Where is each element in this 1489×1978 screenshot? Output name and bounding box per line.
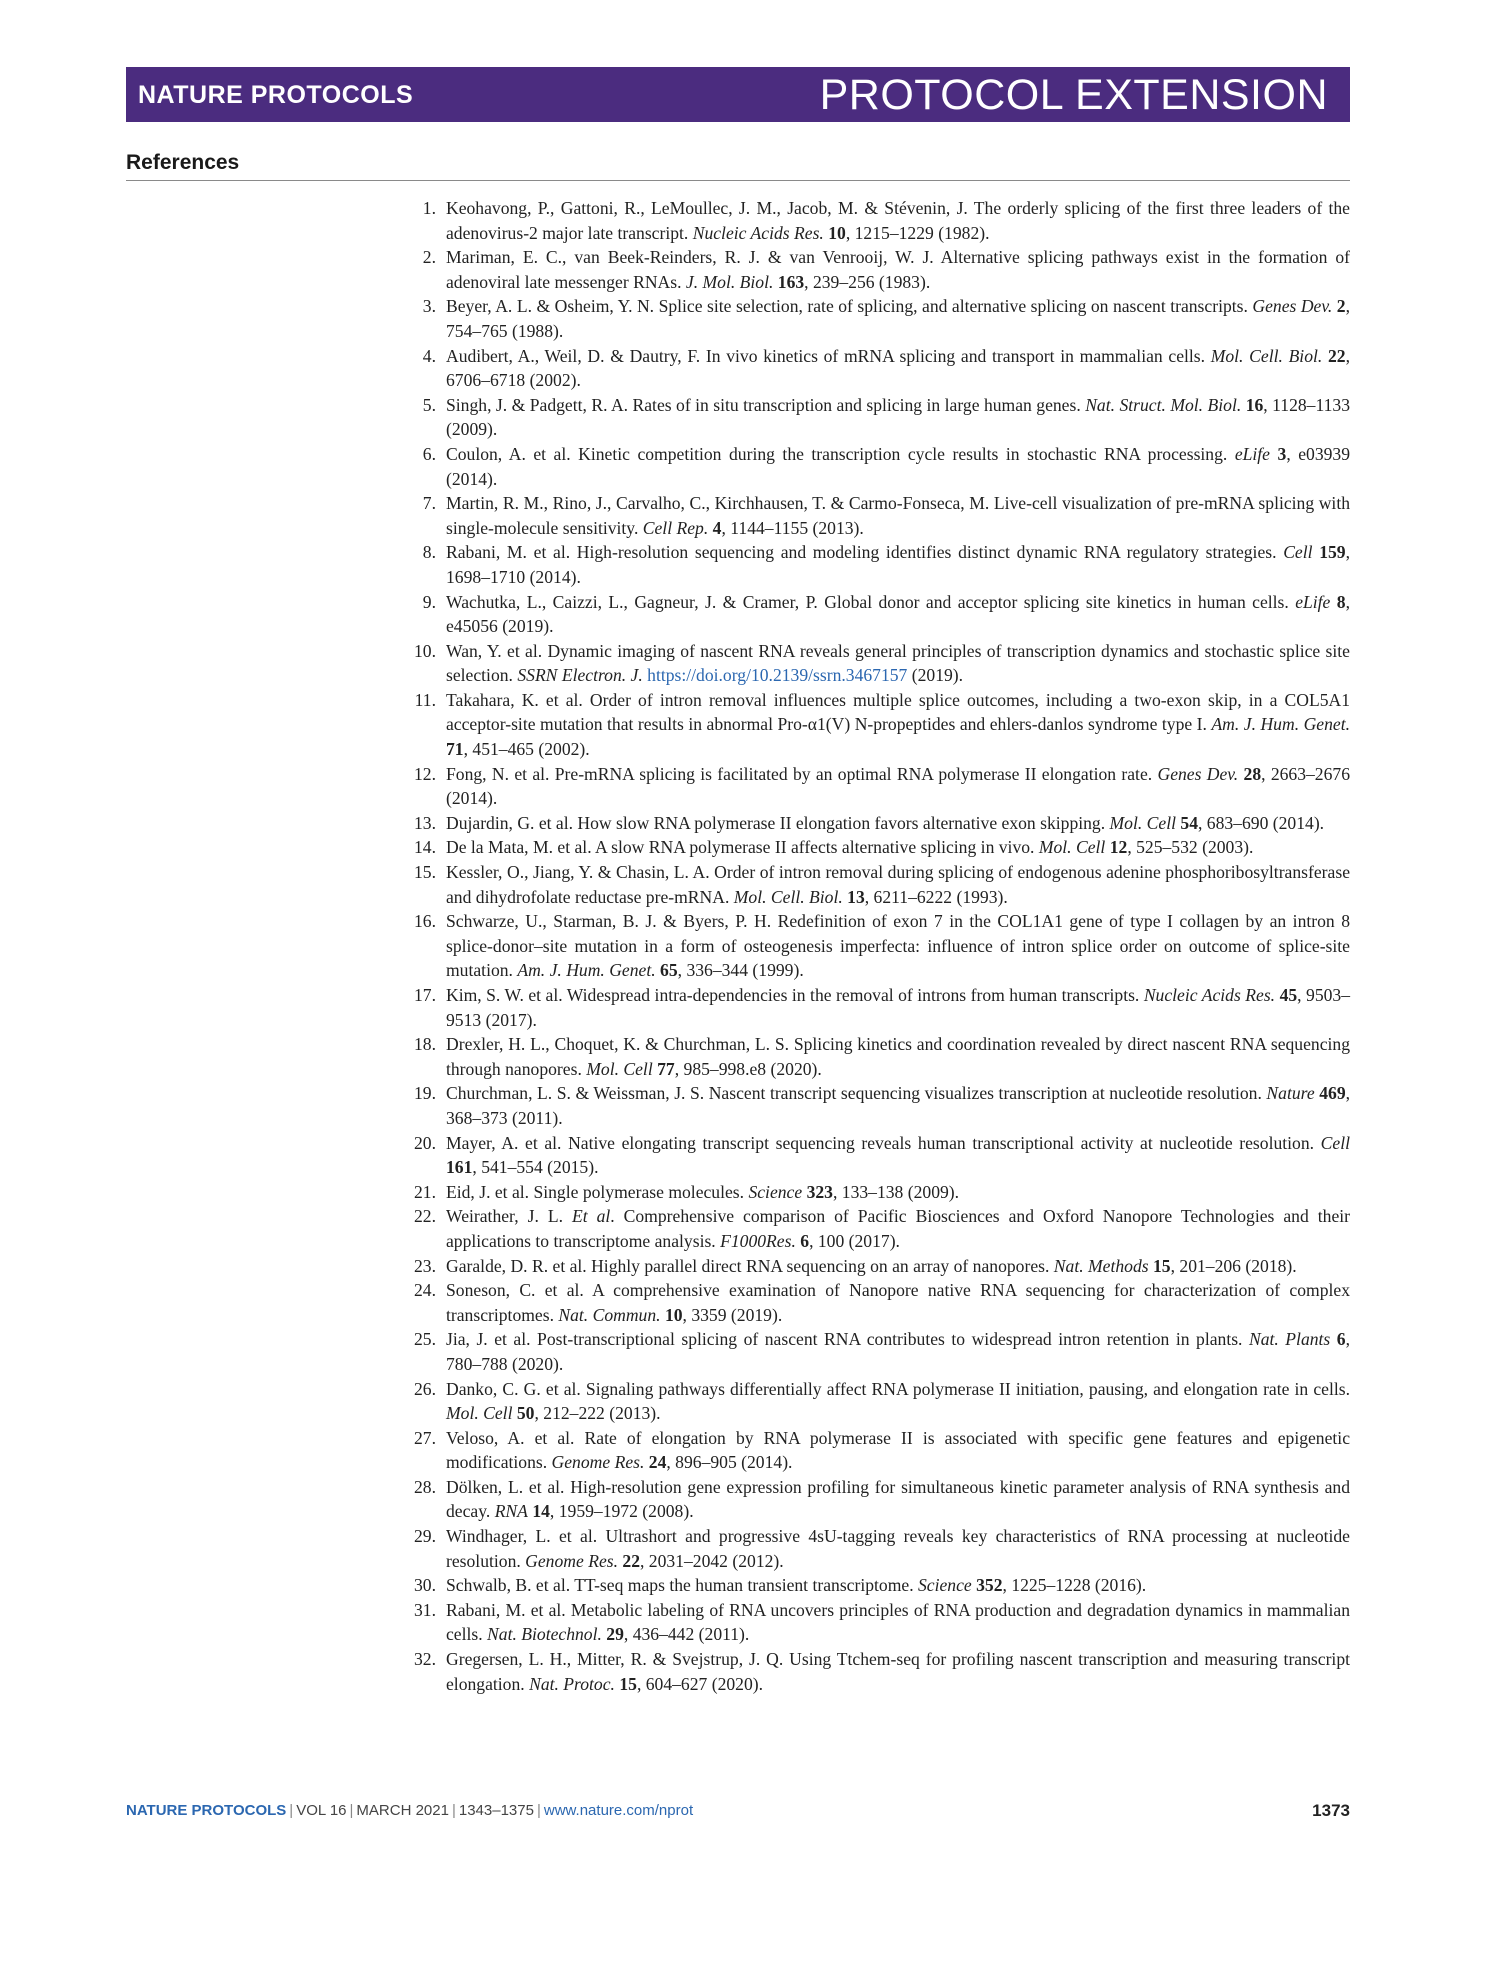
reference-text [446, 1278, 1350, 1327]
reference-fragment: , 1144–1155 (2013). [721, 517, 864, 538]
reference-volume: 13 [847, 886, 865, 907]
reference-fragment: . Comprehensive comparison of Pacific Biosciences and Oxford Nanopore Technologies and their applications to transcriptome analysis. [446, 1206, 1350, 1251]
reference-fragment: Wan, Y. et al. Dynamic imaging of nascent RNA reveals general principles of transcription dynamics and stochastic splice site selection. [446, 640, 1350, 686]
reference-fragment: Kim, S. W. et al. Widespread intra-dependencies in the removal of introns from human transcripts. [446, 985, 1144, 1005]
reference-fragment: , 541–554 (2015). [472, 1157, 599, 1178]
reference-number: 23. [414, 1255, 436, 1276]
reference-journal: Nature [1266, 1083, 1315, 1104]
reference-volume: 4 [712, 517, 722, 538]
reference-volume: 22 [622, 1550, 640, 1571]
reference-fragment: Wachutka, L., Caizzi, L., Gagneur, J. & Cramer, P. Global donor and acceptor splicing site kinetics in human cells. [446, 591, 1296, 612]
reference-number: 12. [414, 763, 436, 784]
reference-journal: F1000Res. [720, 1230, 796, 1251]
reference-fragment: , 100 (2017). [809, 1230, 900, 1251]
reference-volume: 469 [1319, 1083, 1346, 1104]
reference-journal: Am. J. Hum. Genet. [1211, 714, 1350, 735]
reference-fragment: , 985–998.e8 (2020). [674, 1058, 822, 1079]
reference-item [394, 245, 1350, 294]
reference-journal: Science [918, 1575, 972, 1596]
page-number: 1373 [1312, 1801, 1350, 1820]
reference-item [394, 835, 1350, 860]
reference-item [394, 983, 1350, 1032]
reference-journal: J. Mol. Biol. [685, 271, 774, 292]
reference-fragment: , 6211–6222 (1993). [864, 886, 1008, 907]
reference-item [394, 1426, 1350, 1475]
reference-text [446, 442, 1350, 491]
reference-fragment: , 212–222 (2013). [534, 1403, 661, 1424]
reference-volume: 323 [806, 1181, 833, 1202]
reference-journal: Et al [571, 1206, 611, 1227]
reference-fragment: Mayer, A. et al. Native elongating transcript sequencing reveals human transcriptional activity at nucleotide resolution. [446, 1132, 1321, 1153]
reference-item [394, 1377, 1350, 1426]
reference-volume: 45 [1279, 985, 1298, 1005]
reference-fragment: , 3359 (2019). [682, 1304, 783, 1325]
reference-journal: RNA [494, 1501, 528, 1522]
reference-fragment: , 896–905 (2014). [666, 1452, 793, 1473]
reference-number: 6. [422, 443, 436, 464]
reference-text [446, 1377, 1350, 1426]
reference-journal: Mol. Cell [586, 1058, 653, 1079]
reference-number: 17. [414, 985, 436, 1005]
reference-text [446, 1204, 1350, 1253]
reference-fragment: , 1959–1972 (2008). [549, 1501, 694, 1522]
footer-url-link[interactable]: www.nature.com/nprot [543, 1802, 694, 1819]
reference-number: 22. [414, 1206, 436, 1227]
reference-fragment: Danko, C. G. et al. Signaling pathways differentially affect RNA polymerase II initiation, pausing, and elongation rate in cells. [446, 1378, 1350, 1399]
reference-fragment: , 683–690 (2014). [1198, 812, 1325, 833]
reference-fragment: , 6706–6718 (2002). [446, 345, 1350, 391]
reference-fragment: , e45056 (2019). [446, 591, 1350, 637]
reference-volume: 14 [532, 1501, 550, 1522]
reference-text [446, 1131, 1350, 1180]
reference-fragment: , 2663–2676 (2014). [446, 763, 1350, 809]
reference-number: 13. [414, 812, 436, 833]
reference-fragment: Dujardin, G. et al. How slow RNA polymerase II elongation favors alternative exon skipping. [446, 812, 1110, 833]
reference-number: 15. [414, 862, 436, 883]
reference-volume: 15 [619, 1673, 637, 1694]
reference-number: 16. [414, 911, 436, 932]
reference-volume: 71 [446, 739, 464, 760]
footer-date: MARCH 2021 [356, 1802, 449, 1819]
reference-fragment: , 754–765 (1988). [446, 296, 1350, 341]
reference-volume: 50 [516, 1403, 535, 1424]
reference-item [394, 344, 1350, 393]
reference-text [446, 1598, 1350, 1647]
reference-journal: Mol. Cell [1109, 812, 1176, 833]
reference-fragment: , 336–344 (1999). [677, 960, 804, 981]
reference-journal: eLife [1295, 591, 1331, 612]
reference-volume: 54 [1180, 812, 1198, 833]
reference-item [394, 1573, 1350, 1598]
reference-number: 9. [422, 591, 436, 612]
reference-fragment: Rabani, M. et al. High-resolution sequencing and modeling identifies distinct dynamic RNA regulatory strategies. [446, 542, 1284, 563]
reference-item [394, 1647, 1350, 1696]
reference-fragment: Veloso, A. et al. Rate of elongation by RNA polymerase II is associated with specific gene features and epigenetic modifications. [446, 1427, 1350, 1473]
reference-fragment: , 201–206 (2018). [1170, 1255, 1297, 1276]
reference-journal: Nat. Commun. [558, 1304, 661, 1325]
reference-volume: 6 [800, 1230, 810, 1251]
reference-journal: Genes Dev. [1252, 296, 1333, 317]
reference-volume: 3 [1277, 443, 1287, 464]
reference-fragment: , 1225–1228 (2016). [1002, 1575, 1147, 1596]
reference-number: 10. [414, 640, 436, 661]
reference-volume: 22 [1328, 345, 1346, 366]
reference-journal: Mol. Cell. Biol. [1210, 345, 1323, 366]
reference-number: 30. [414, 1575, 436, 1596]
reference-journal: Science [748, 1181, 803, 1202]
reference-fragment: Windhager, L. et al. Ultrashort and progressive 4sU-tagging reveals key characteristics of RNA processing at nucleotide resolution. [446, 1526, 1350, 1571]
reference-text [446, 540, 1350, 589]
reference-fragment: De la Mata, M. et al. A slow RNA polymerase II affects alternative splicing in vivo. [446, 837, 1039, 858]
reference-volume: 8 [1336, 591, 1346, 612]
reference-item [394, 1524, 1350, 1573]
reference-volume: 29 [606, 1624, 624, 1645]
reference-fragment [1270, 444, 1278, 464]
reference-number: 27. [414, 1427, 436, 1448]
reference-item [394, 590, 1350, 639]
reference-number: 14. [414, 837, 436, 858]
reference-fragment: Gregersen, L. H., Mitter, R. & Svejstrup, J. Q. Using Ttchem-seq for profiling nascent transcription and measuring transcript elongation. [446, 1649, 1350, 1694]
footer-journal: NATURE PROTOCOLS [126, 1802, 287, 1819]
footer-volume: VOL 16 [296, 1802, 347, 1819]
reference-number: 4. [422, 345, 436, 366]
reference-item [394, 1327, 1350, 1376]
reference-volume: 65 [660, 960, 678, 981]
heading-rule [126, 180, 1350, 181]
reference-item [394, 196, 1350, 245]
reference-fragment: Fong, N. et al. Pre-mRNA splicing is facilitated by an optimal RNA polymerase II elongation rate. [446, 763, 1158, 784]
reference-text [446, 688, 1350, 762]
reference-text [446, 196, 1350, 245]
reference-volume: 163 [777, 271, 805, 292]
reference-fragment: Coulon, A. et al. Kinetic competition during the transcription cycle results in stochastic RNA processing. [446, 443, 1235, 464]
reference-number: 28. [414, 1476, 436, 1497]
reference-journal: Cell [1320, 1132, 1350, 1153]
reference-text [446, 294, 1350, 343]
reference-number: 26. [414, 1378, 436, 1399]
reference-fragment: Weirather, J. L. [446, 1206, 572, 1227]
reference-fragment: , e03939 (2014). [446, 443, 1351, 489]
reference-volume: 6 [1336, 1329, 1346, 1350]
reference-text [446, 590, 1350, 639]
reference-fragment: , 604–627 (2020). [636, 1673, 764, 1694]
reference-text [446, 835, 1350, 860]
reference-text [446, 1032, 1350, 1081]
reference-item [394, 1278, 1350, 1327]
reference-number: 31. [414, 1599, 436, 1620]
footer-separator: | [536, 1802, 541, 1819]
reference-fragment: Schwarze, U., Starman, B. J. & Byers, P. H. Redefinition of exon 7 in the COL1A1 gene of type I collagen by an intron 8 splice-donor–site mutation in a form of osteogenesis imperfecta: influence of intron splice order on outcome of splice-site mutation. [446, 911, 1350, 981]
reference-item [394, 639, 1350, 688]
reference-volume: 24 [648, 1452, 667, 1473]
reference-number: 29. [414, 1526, 436, 1547]
reference-item [394, 294, 1350, 343]
reference-number: 7. [422, 493, 436, 514]
reference-item [394, 1204, 1350, 1253]
reference-number: 20. [414, 1132, 436, 1153]
reference-journal: Am. J. Hum. Genet. [517, 960, 656, 981]
reference-text [446, 344, 1350, 393]
reference-item [394, 540, 1350, 589]
reference-item [394, 1131, 1350, 1180]
footer-separator: | [451, 1802, 456, 1819]
reference-fragment: Eid, J. et al. Single polymerase molecules. [446, 1181, 749, 1202]
reference-text [446, 1647, 1350, 1696]
reference-item [394, 1180, 1350, 1205]
reference-fragment: , 368–373 (2011). [446, 1083, 1351, 1128]
reference-fragment: Rabani, M. et al. Metabolic labeling of RNA uncovers principles of RNA production and degradation dynamics in mammalian cells. [446, 1599, 1350, 1645]
reference-number: 11. [414, 689, 436, 710]
reference-text [446, 393, 1350, 442]
footer-separator: | [349, 1802, 354, 1819]
reference-fragment: Soneson, C. et al. A comprehensive examination of Nanopore native RNA sequencing for characterization of complex transcriptomes. [446, 1280, 1350, 1325]
reference-fragment: Mariman, E. C., van Beek-Reinders, R. J. & van Venrooij, W. J. Alternative splicing pathways exist in the formation of adenoviral late messenger RNAs. [446, 247, 1350, 292]
reference-fragment: Churchman, L. S. & Weissman, J. S. Nascent transcript sequencing visualizes transcription at nucleotide resolution. [446, 1083, 1267, 1104]
reference-volume: 352 [976, 1575, 1003, 1596]
reference-item [394, 909, 1350, 983]
reference-journal: SSRN Electron. J. [517, 665, 643, 686]
reference-text [446, 1327, 1350, 1376]
reference-fragment: Keohavong, P., Gattoni, R., LeMoullec, J. M., Jacob, M. & Stévenin, J. The orderly splicing of the first three leaders of the adenovirus-2 major late transcript. [446, 198, 1350, 243]
reference-fragment: Takahara, K. et al. Order of intron removal influences multiple splice outcomes, including a two-exon skip, in a COL5A1 acceptor-site mutation that results in abnormal Pro-α1(V) N-propeptides and ehlers-danlos syndrome type I. [446, 689, 1350, 735]
reference-fragment: , 451–465 (2002). [463, 739, 590, 760]
reference-fragment: Garalde, D. R. et al. Highly parallel direct RNA sequencing on an array of nanopores. [446, 1255, 1054, 1276]
reference-number: 24. [414, 1280, 436, 1301]
reference-number: 32. [414, 1649, 436, 1670]
reference-fragment: Singh, J. & Padgett, R. A. Rates of in situ transcription and splicing in large human genes. [446, 394, 1086, 415]
reference-text [446, 1524, 1350, 1573]
reference-volume: 28 [1243, 763, 1262, 784]
reference-fragment: , 436–442 (2011). [623, 1624, 750, 1645]
reference-journal: Nat. Biotechnol. [487, 1624, 602, 1645]
reference-journal: Mol. Cell. Biol. [733, 886, 843, 907]
reference-volume: 10 [828, 222, 846, 243]
reference-journal: Nucleic Acids Res. [692, 222, 824, 243]
reference-journal: Nat. Methods [1053, 1255, 1149, 1276]
reference-journal: Mol. Cell [1038, 837, 1106, 858]
reference-journal: Genes Dev. [1157, 763, 1239, 784]
reference-item [394, 762, 1350, 811]
reference-number: 21. [414, 1181, 436, 1202]
reference-text [446, 762, 1350, 811]
reference-text [446, 811, 1350, 836]
footer-separator: | [289, 1802, 294, 1819]
reference-journal: Nat. Plants [1248, 1329, 1331, 1350]
reference-number: 19. [414, 1083, 436, 1104]
reference-volume: 12 [1109, 837, 1128, 858]
reference-fragment: Dölken, L. et al. High-resolution gene expression profiling for simultaneous kinetic parameter analysis of RNA synthesis and decay. [446, 1476, 1350, 1522]
reference-number: 2. [422, 247, 436, 268]
reference-fragment: , 1215–1229 (1982). [845, 222, 990, 243]
reference-number: 18. [414, 1034, 436, 1055]
reference-item [394, 442, 1350, 491]
footer-pages: 1343–1375 [458, 1802, 534, 1819]
reference-text [446, 1081, 1350, 1130]
reference-text [446, 639, 1350, 688]
reference-number: 25. [414, 1329, 436, 1350]
reference-text [446, 1573, 1350, 1598]
reference-item [394, 1254, 1350, 1279]
reference-fragment: , 9503–9513 (2017). [446, 985, 1351, 1030]
reference-item [394, 860, 1350, 909]
reference-fragment: , 2031–2042 (2012). [640, 1550, 784, 1571]
reference-journal: Nat. Struct. Mol. Biol. [1085, 394, 1242, 415]
reference-text [446, 909, 1350, 983]
reference-fragment: , 1698–1710 (2014). [446, 542, 1350, 587]
reference-journal: Mol. Cell [446, 1403, 513, 1424]
reference-item [394, 1598, 1350, 1647]
page-footer [126, 1802, 693, 1819]
reference-volume: 10 [664, 1304, 683, 1325]
reference-fragment: , 1128–1133 (2009). [446, 394, 1350, 440]
reference-item [394, 811, 1350, 836]
reference-number: 8. [422, 542, 436, 563]
reference-number: 1. [422, 198, 436, 218]
reference-text [446, 860, 1350, 909]
reference-fragment: Martin, R. M., Rino, J., Carvalho, C., Kirchhausen, T. & Carmo-Fonseca, M. Live-cell visualization of pre-mRNA splicing with single-molecule sensitivity. [446, 493, 1350, 538]
reference-item [394, 393, 1350, 442]
reference-text [446, 245, 1350, 294]
reference-volume: 2 [1336, 296, 1346, 317]
reference-fragment: Jia, J. et al. Post-transcriptional splicing of nascent RNA contributes to widespread intron retention in plants. [446, 1329, 1249, 1350]
reference-journal: Cell [1283, 542, 1313, 563]
reference-volume: 159 [1319, 542, 1346, 563]
article-type: PROTOCOL EXTENSION [819, 71, 1328, 119]
reference-item [394, 1032, 1350, 1081]
reference-text [446, 1475, 1350, 1524]
reference-journal: eLife [1234, 443, 1270, 464]
reference-volume: 161 [446, 1157, 473, 1178]
reference-number: 5. [422, 394, 436, 415]
reference-number: 3. [422, 296, 436, 317]
reference-volume: 16 [1245, 394, 1264, 415]
reference-journal: Genome Res. [551, 1452, 645, 1473]
reference-fragment: , 780–788 (2020). [446, 1329, 1350, 1374]
reference-fragment: (2019). [907, 665, 964, 686]
reference-text [446, 1180, 1350, 1205]
reference-list [394, 196, 1350, 1696]
reference-item [394, 1081, 1350, 1130]
reference-journal: Cell Rep. [642, 517, 709, 538]
reference-item [394, 1475, 1350, 1524]
reference-fragment: Kessler, O., Jiang, Y. & Chasin, L. A. Order of intron removal during splicing of endogenous adenine phosphoribosyltransferase and dihydrofolate reductase pre-mRNA. [446, 862, 1350, 907]
reference-text [446, 491, 1350, 540]
reference-text [446, 983, 1350, 1032]
reference-item [394, 491, 1350, 540]
reference-fragment: Audibert, A., Weil, D. & Dautry, F. In vivo kinetics of mRNA splicing and transport in mammalian cells. [446, 345, 1211, 366]
reference-fragment: Beyer, A. L. & Osheim, Y. N. Splice site selection, rate of splicing, and alternative splicing on nascent transcripts. [446, 296, 1253, 317]
journal-name: NATURE PROTOCOLS [138, 81, 414, 109]
reference-fragment: Drexler, H. L., Choquet, K. & Churchman, L. S. Splicing kinetics and coordination revealed by direct nascent RNA sequencing through nanopores. [446, 1034, 1350, 1079]
reference-fragment: , 133–138 (2009). [832, 1181, 960, 1202]
reference-journal: Nucleic Acids Res. [1143, 985, 1276, 1005]
reference-item [394, 688, 1350, 762]
references-heading: References [126, 151, 240, 174]
reference-fragment: , 239–256 (1983). [804, 271, 931, 292]
reference-doi-link[interactable]: https://doi.org/10.2139/ssrn.3467157 [647, 665, 908, 686]
reference-text [446, 1254, 1350, 1279]
reference-volume: 15 [1153, 1255, 1171, 1276]
reference-fragment: , 525–532 (2003). [1127, 837, 1254, 858]
reference-journal: Genome Res. [525, 1550, 618, 1571]
reference-text [446, 1426, 1350, 1475]
reference-volume: 77 [657, 1058, 675, 1079]
reference-journal: Nat. Protoc. [529, 1673, 615, 1694]
reference-fragment: Schwalb, B. et al. TT-seq maps the human transient transcriptome. [446, 1575, 918, 1596]
journal-banner [126, 67, 1350, 122]
